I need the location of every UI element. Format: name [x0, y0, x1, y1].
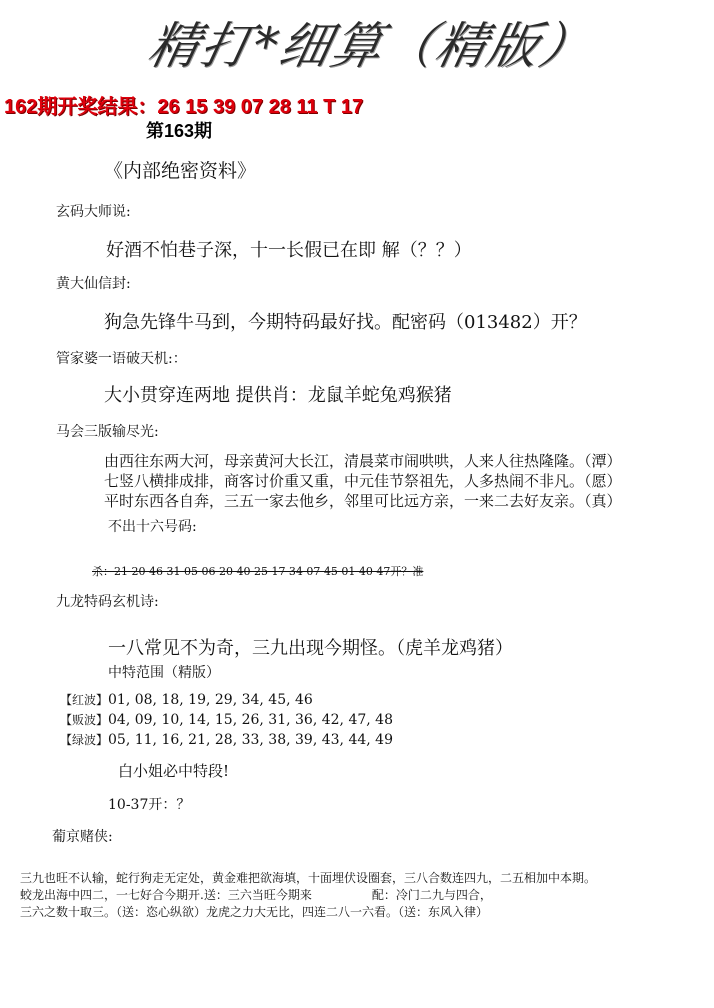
number-range: 10-37开：？ — [108, 797, 191, 813]
green-wave-numbers: 05, 11, 16, 21, 28, 33, 38, 39, 43, 44, 49 — [108, 732, 393, 748]
kill-numbers: 杀：21 20 46 31 05 06 20 40 25 17 34 07 45 01 40 47开？准 — [92, 565, 424, 578]
green-wave-row — [60, 731, 393, 748]
pujing-line-3: 三六之数十取三。（送：恣心纵欲）龙虎之力大无比，四连二八一六看。（送：东风入律） — [20, 905, 489, 919]
section-heading-xuanma: 玄码大师说: — [56, 204, 131, 220]
document-title: 《内部绝密资料》 — [104, 160, 257, 182]
special-note: 白小姐必中特段! — [118, 762, 230, 780]
lottery-result-line: 162期开奖结果：26 15 39 07 28 11 T 17 — [4, 96, 364, 118]
mahui-poem-line-3: 平时东西各自奔，三五一家去他乡，邻里可比远方亲，一来二去好友亲。（真） — [104, 492, 622, 510]
red-wave-row — [60, 691, 313, 708]
fan-wave-row — [60, 711, 393, 728]
pujing-line-2: 蛟龙出海中四二，一七好合今期开.送：三六当旺今期来 配：冷门二九与四合， — [20, 888, 492, 902]
mahui-poem-line-1: 由西往东两大河，母亲黄河大长江，清晨菜市闹哄哄，人来人往热隆隆。（潭） — [104, 452, 622, 470]
fan-wave-numbers: 04, 09, 10, 14, 15, 26, 31, 36, 42, 47, 48 — [108, 712, 393, 728]
not-out-label: 不出十六号码: — [108, 519, 197, 535]
huangdaxian-text: 狗急先锋牛马到，今期特码最好找。配密码（013482）开？ — [104, 312, 587, 333]
guanjiapo-text: 大小贯穿连两地 提供肖：龙鼠羊蛇兔鸡猴猪 — [104, 385, 452, 406]
section-heading-huangdaxian: 黄大仙信封: — [56, 276, 131, 292]
section-heading-jiulong: 九龙特码玄机诗: — [56, 594, 159, 610]
banner-title: 精打*细算（精版） — [142, 17, 599, 75]
section-heading-pujing: 葡京赌侠: — [52, 829, 113, 845]
red-wave-label: 【红波】 — [60, 693, 109, 707]
section-heading-guanjiapo: 管家婆一语破天机:： — [56, 351, 187, 367]
red-wave-numbers: 01, 08, 18, 19, 29, 34, 45, 46 — [108, 692, 313, 708]
range-title: 中特范围（精版） — [108, 665, 220, 681]
issue-number: 第163期 — [146, 121, 213, 141]
pujing-line-1: 三九也旺不认输，蛇行狗走无定处，黄金难把欲海填，十面埋伏设圈套，三八合数连四九，二五相加中本期。 — [20, 871, 597, 885]
mahui-poem-line-2: 七竖八横排成排，商客讨价重又重，中元佳节祭祖先，人多热闹不非凡。（愿） — [104, 472, 622, 490]
fan-wave-label: 【贩波】 — [60, 713, 109, 727]
jiulong-poem: 一八常见不为奇，三九出现今期怪。（虎羊龙鸡猪） — [108, 638, 513, 659]
green-wave-label: 【绿波】 — [60, 733, 109, 747]
xuanma-text: 好酒不怕巷子深，十一长假已在即 解（？？） — [106, 240, 472, 261]
section-heading-mahui: 马会三版输尽光: — [56, 424, 159, 440]
